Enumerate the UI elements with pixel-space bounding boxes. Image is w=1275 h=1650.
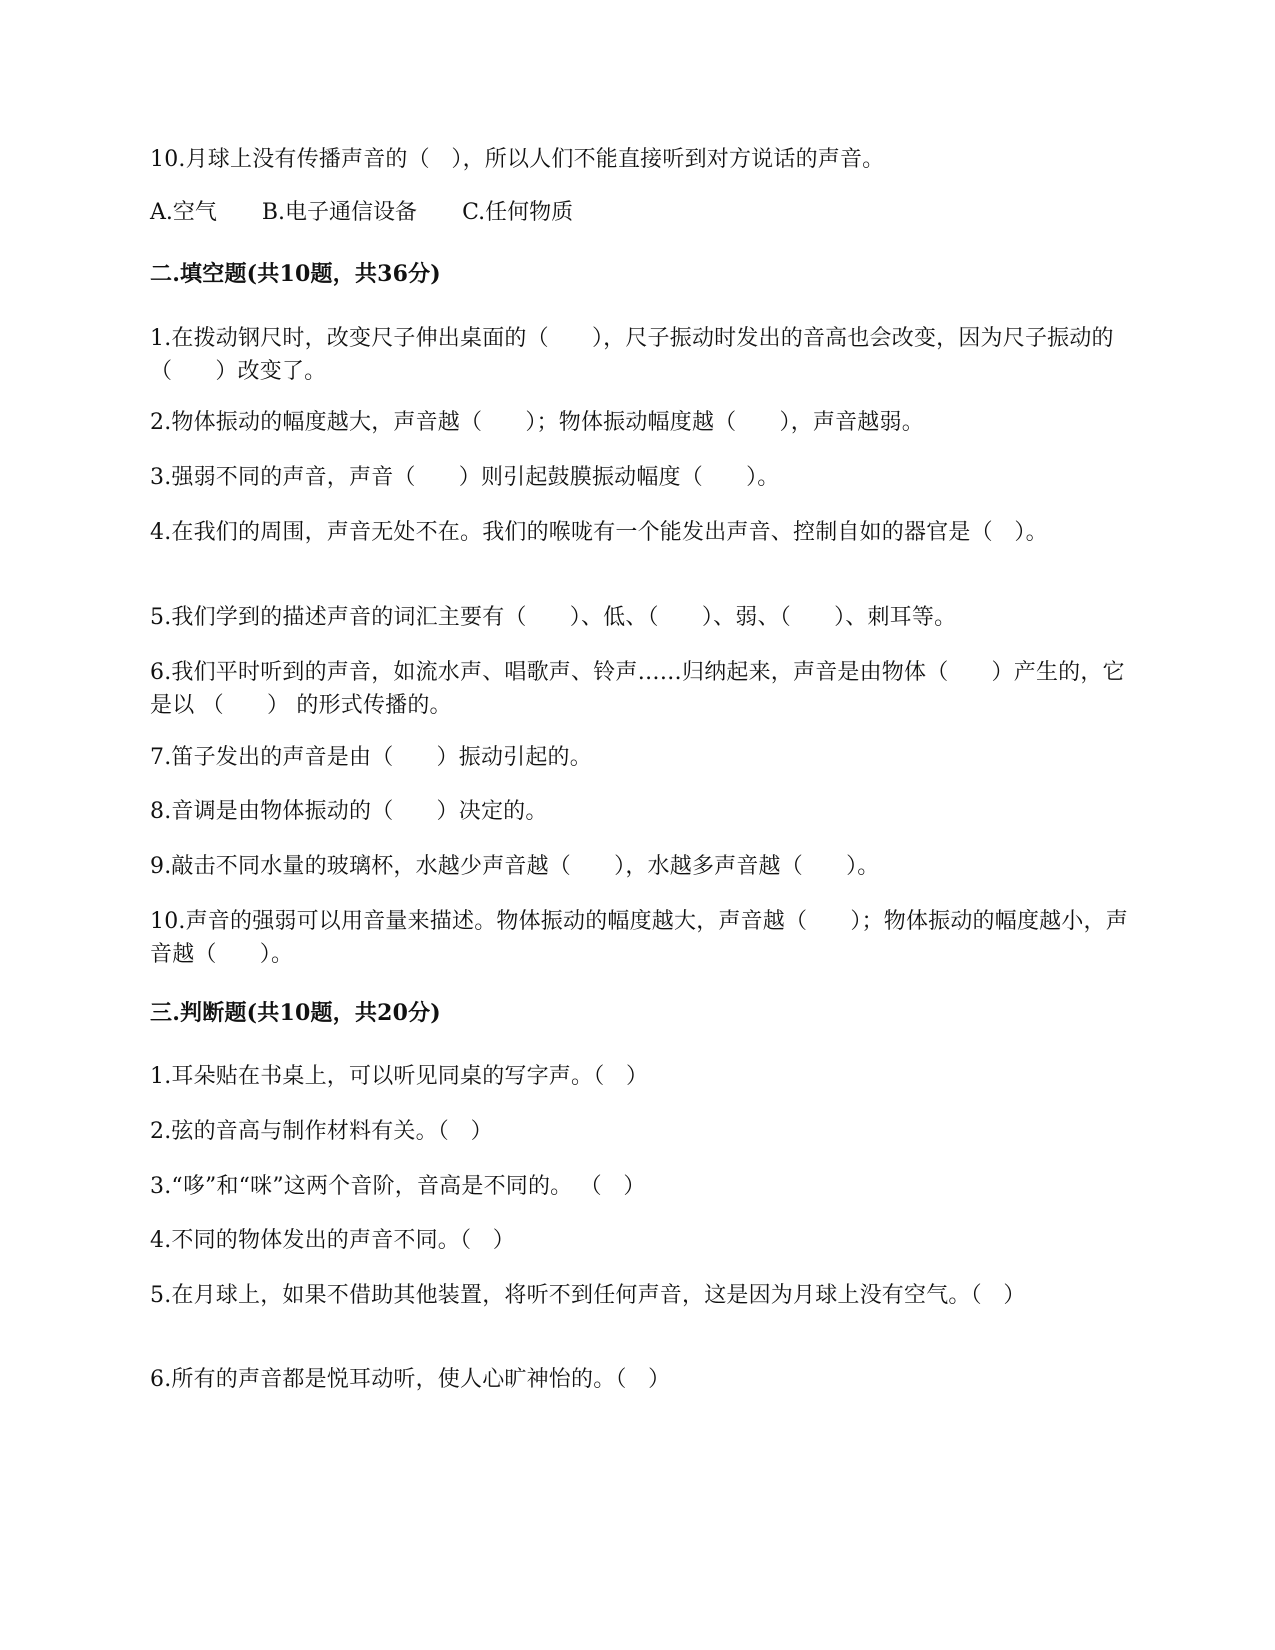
fill-in-question-4: 4.在我们的周围，声音无处不在。我们的喉咙有一个能发出声音、控制自如的器官是（ ）。 xyxy=(150,520,1048,545)
section-heading-judge: 三.判断题(共10题，共20分) xyxy=(150,1000,441,1026)
judge-question-6: 6.所有的声音都是悦耳动听，使人心旷神怡的。（ ） xyxy=(150,1367,671,1392)
choice-question-10: 10.月球上没有传播声音的（ ），所以人们不能直接听到对方说话的声音。 xyxy=(150,147,885,172)
fill-in-question-5: 5.我们学到的描述声音的词汇主要有（ ）、低、（ ）、弱、（ ）、刺耳等。 xyxy=(150,605,957,630)
judge-question-5: 5.在月球上，如果不借助其他装置，将听不到任何声音，这是因为月球上没有空气。（ ） xyxy=(150,1283,1026,1308)
judge-question-2: 2.弦的音高与制作材料有关。（ ） xyxy=(150,1119,493,1144)
fill-in-question-7: 7.笛子发出的声音是由（ ）振动引起的。 xyxy=(150,745,592,770)
fill-in-question-2: 2.物体振动的幅度越大，声音越（ ）；物体振动幅度越（ ），声音越弱。 xyxy=(150,410,924,435)
fill-in-question-9: 9.敲击不同水量的玻璃杯，水越少声音越（ ），水越多声音越（ ）。 xyxy=(150,854,880,879)
judge-question-4: 4.不同的物体发出的声音不同。（ ） xyxy=(150,1228,515,1253)
option-a: A.空气 xyxy=(150,200,217,225)
judge-question-1: 1.耳朵贴在书桌上，可以听见同桌的写字声。（ ） xyxy=(150,1064,649,1089)
judge-question-3: 3.“哆”和“咪”这两个音阶，音高是不同的。 （ ） xyxy=(150,1174,646,1199)
fill-in-question-1: 1.在拨动钢尺时，改变尺子伸出桌面的（ ），尺子振动时发出的音高也会改变，因为尺子振动的（ ）改变了。 xyxy=(150,326,1114,384)
fill-in-question-3: 3.强弱不同的声音，声音（ ）则引起鼓膜振动幅度（ ）。 xyxy=(150,465,780,490)
fill-in-question-6: 6.我们平时听到的声音，如流水声、唱歌声、铃声……归纳起来，声音是由物体（ ）产生的，它是以 （ ） 的形式传播的。 xyxy=(150,660,1125,718)
option-b: B.电子通信设备 xyxy=(261,200,418,225)
fill-in-question-10: 10.声音的强弱可以用音量来描述。物体振动的幅度越大，声音越（ ）；物体振动的幅度越小，声音越（ ）。 xyxy=(150,909,1128,967)
choice-question-10-options xyxy=(150,196,611,229)
section-heading-fill-in: 二.填空题(共10题，共36分) xyxy=(150,261,441,287)
option-c: C.任何物质 xyxy=(462,200,574,225)
fill-in-question-8: 8.音调是由物体振动的（ ）决定的。 xyxy=(150,799,548,824)
